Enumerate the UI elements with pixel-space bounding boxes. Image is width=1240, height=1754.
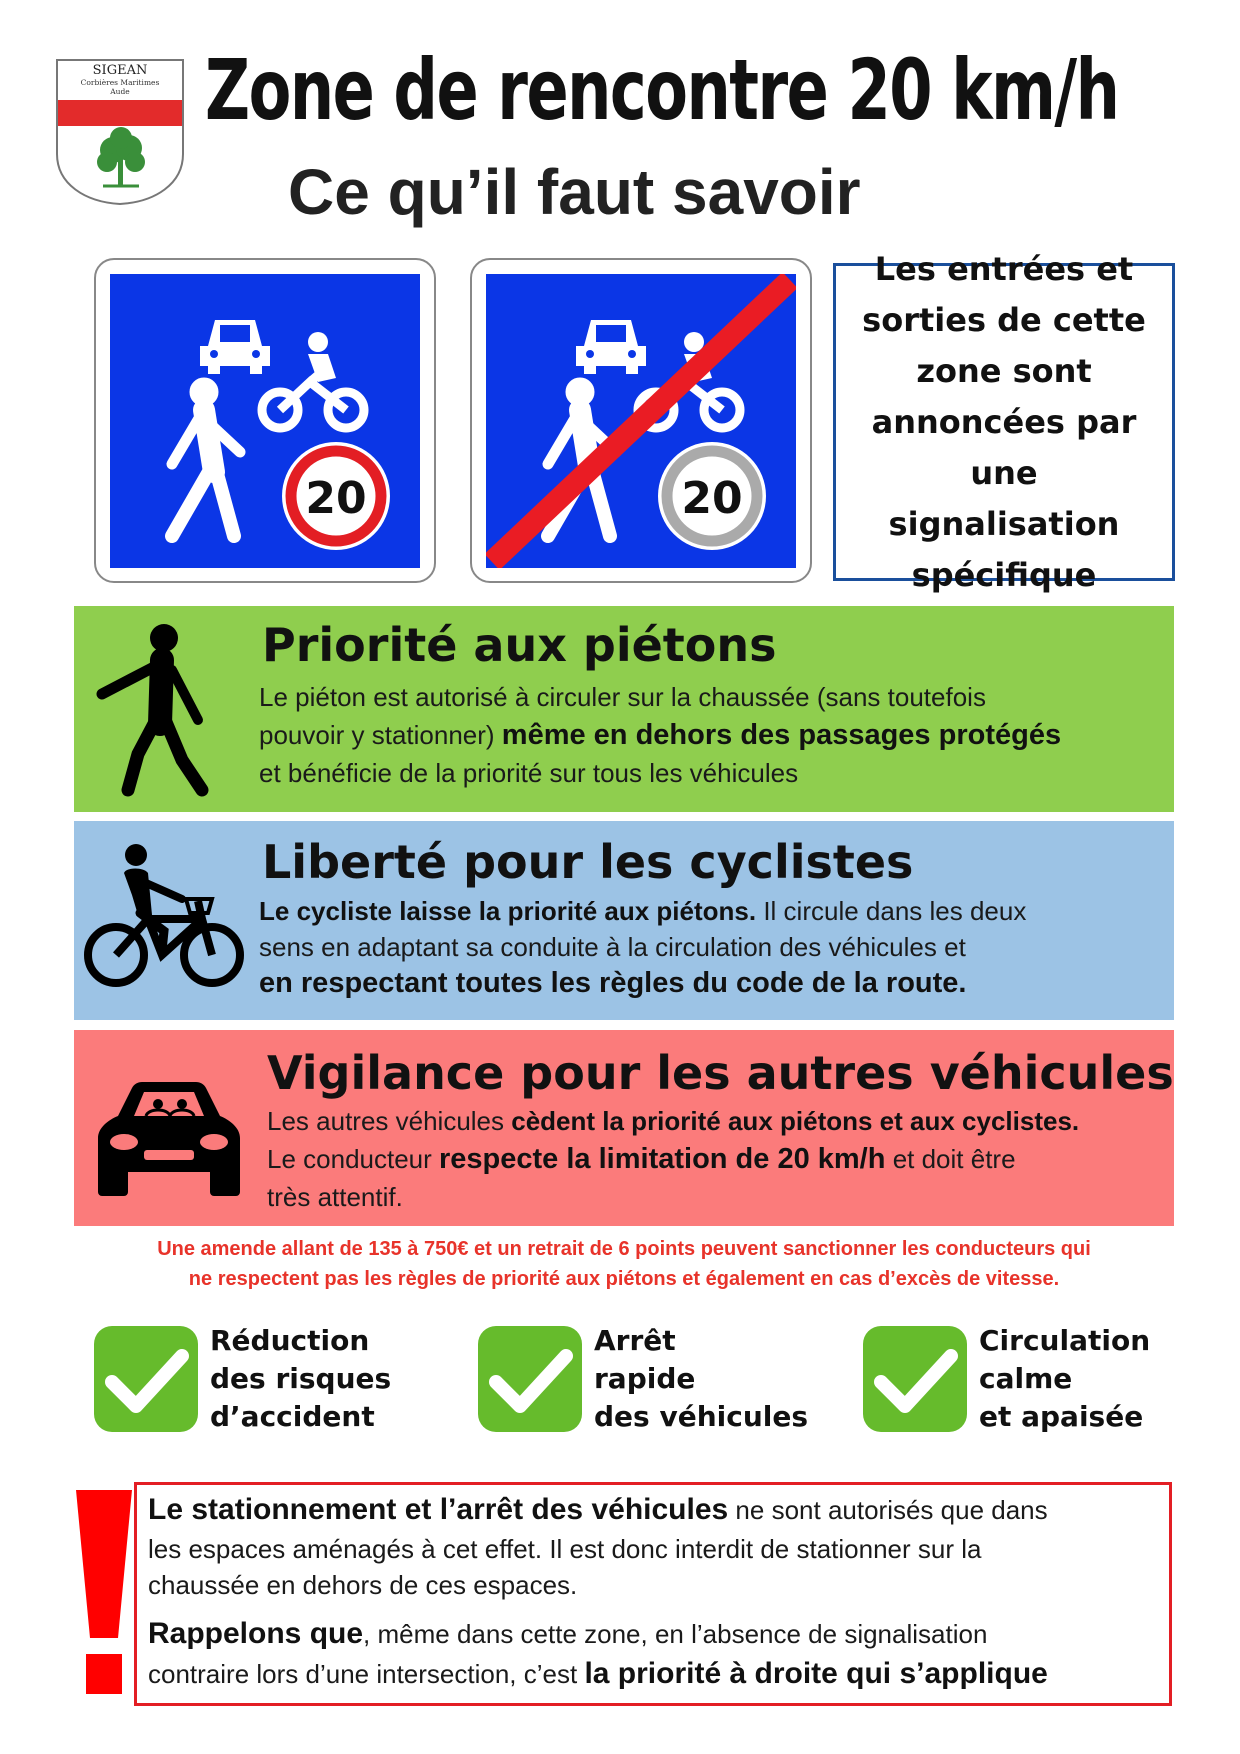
fine-notice: Une amende allant de 135 à 750€ et un retrait de 6 points peuvent sanctionner les conducteurs qui ne respectent pas les règles de priorité aux piétons et également en cas d’excès de vitesse.	[157, 1238, 1091, 1290]
panel-pedestrians	[74, 606, 1174, 812]
cyclists-line-1: Le cycliste laisse la priorité aux piétons. Il circule dans les deux	[259, 896, 1027, 926]
checkmark-icon	[863, 1326, 967, 1432]
warning-line-2: les espaces aménagés à cet effet. Il est donc interdit de stationner sur la	[148, 1534, 982, 1564]
signage-info-text: Les entrées et sorties de cette zone sont annoncées par une signalisation spécifique	[862, 249, 1146, 594]
benefit-accident-reduction	[94, 1322, 414, 1444]
cyclists-heading: Liberté pour les cyclistes	[262, 835, 914, 889]
warning-line-3: chaussée en dehors de ces espaces.	[148, 1570, 578, 1600]
cyclist-icon	[84, 839, 246, 999]
cyclists-line-3: en respectant toutes les règles du code de la route.	[259, 967, 967, 999]
benefit-calm-traffic	[863, 1322, 1183, 1444]
benefit-label: Circulation calme et apaisée	[979, 1324, 1151, 1433]
panel-cyclists	[74, 821, 1174, 1020]
checkmark-icon	[478, 1326, 582, 1432]
sigean-crest	[55, 58, 185, 206]
sign-encounter-zone-start	[94, 258, 436, 583]
sign-encounter-zone-end	[470, 258, 812, 583]
vehicles-line-3: très attentif.	[267, 1182, 403, 1212]
benefit-quick-stop	[478, 1322, 818, 1444]
pedestrians-line-1: Le piéton est autorisé à circuler sur la chaussée (sans toutefois	[259, 682, 986, 712]
vehicles-line-2: Le conducteur respecte la limitation de 20 km/h et doit être	[267, 1143, 1016, 1175]
pedestrians-line-3: et bénéficie de la priorité sur tous les véhicules	[259, 758, 799, 788]
checkmark-icon	[94, 1326, 198, 1432]
benefit-label: Arrêt rapide des véhicules	[594, 1324, 809, 1433]
warning-line-1: Le stationnement et l’arrêt des véhicules ne sont autorisés que dans	[148, 1493, 1048, 1526]
vehicles-line-1: Les autres véhicules cèdent la priorité aux piétons et aux cyclistes.	[267, 1106, 1080, 1136]
encounter-zone-sign-icon	[110, 274, 420, 568]
page-title: Zone de rencontre 20 km/h	[205, 41, 1119, 139]
panel-vehicles	[74, 1030, 1174, 1226]
pedestrians-line-2: pouvoir y stationner) même en dehors des passages protégés	[259, 719, 1062, 751]
warning-line-5: contraire lors d’une intersection, c’est la priorité à droite qui s’applique	[148, 1657, 1048, 1690]
pedestrians-heading: Priorité aux piétons	[262, 618, 777, 672]
crest-region: Corbières Maritimes	[80, 78, 160, 87]
warning-line-4: Rappelons que, même dans cette zone, en l’absence de signalisation	[148, 1617, 988, 1650]
vehicles-heading: Vigilance pour les autres véhicules	[267, 1046, 1174, 1100]
pedestrian-icon	[88, 620, 218, 800]
cyclists-line-2: sens en adaptant sa conduite à la circulation des véhicules et	[259, 932, 966, 962]
car-icon	[88, 1080, 250, 1198]
signage-info-box	[833, 249, 1175, 594]
page-subtitle: Ce qu’il faut savoir	[288, 156, 861, 228]
benefit-label: Réduction des risques d’accident	[210, 1324, 392, 1433]
speed-limit-value-end: 20	[681, 473, 743, 524]
speed-limit-value: 20	[305, 473, 367, 524]
crest-department: Aude	[110, 87, 130, 96]
crest-red-band	[58, 100, 182, 126]
crest-name: SIGEAN	[92, 63, 148, 78]
parking-warning-box	[134, 1482, 1172, 1706]
exclamation-icon	[72, 1490, 136, 1696]
end-of-zone-sign-icon	[486, 274, 796, 568]
